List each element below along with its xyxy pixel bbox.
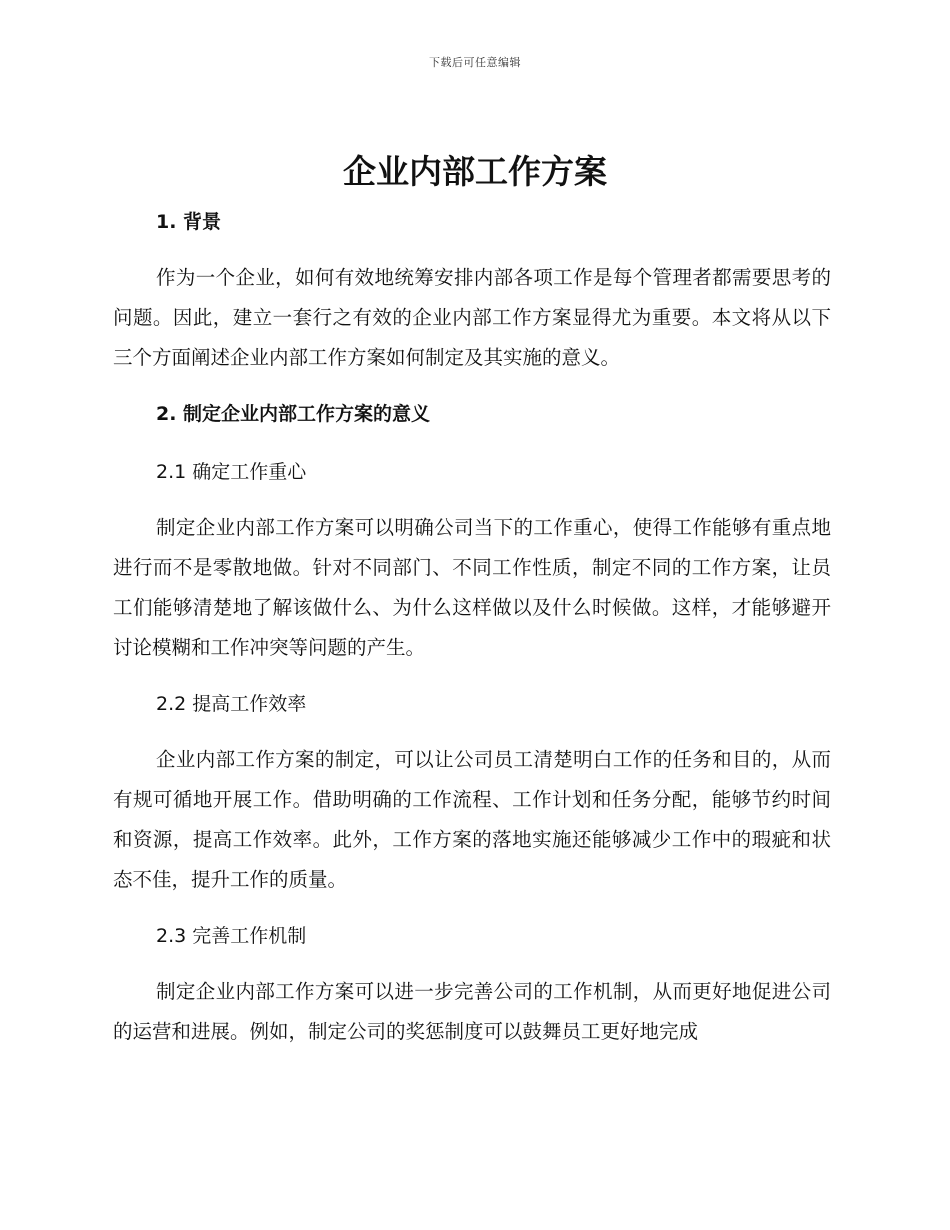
- subsection-heading-focus: 2.1 确定工作重心: [156, 461, 307, 483]
- paragraph-focus: 制定企业内部工作方案可以明确公司当下的工作重心，使得工作能够有重点地进行而不是零散地做。针对不同部门、不同工作性质，制定不同的工作方案，让员工们能够清楚地了解该做什么、为什么这样做以及什么时候做。这样，才能够避开讨论模糊和工作冲突等问题的产生。: [113, 516, 831, 659]
- section-heading-background: 1. 背景: [156, 211, 222, 233]
- subsection-heading-mechanism: 2.3 完善工作机制: [156, 925, 307, 947]
- subsection-heading-efficiency: 2.2 提高工作效率: [156, 693, 307, 715]
- document-title: 企业内部工作方案: [343, 152, 607, 191]
- document-body: [113, 200, 831, 1052]
- paragraph-efficiency: 企业内部工作方案的制定，可以让公司员工清楚明白工作的任务和目的，从而有规可循地开展工作。借助明确的工作流程、工作计划和任务分配，能够节约时间和资源，提高工作效率。此外，工作方案的落地实施还能够减少工作中的瑕疵和状态不佳，提升工作的质量。: [113, 748, 831, 891]
- paragraph-background: 作为一个企业，如何有效地统筹安排内部各项工作是每个管理者都需要思考的问题。因此，建立一套行之有效的企业内部工作方案显得尤为重要。本文将从以下三个方面阐述企业内部工作方案如何制定及其实施的意义。: [113, 266, 831, 369]
- page-header-note: 下载后可任意编辑: [429, 56, 521, 69]
- section-heading-significance: 2. 制定企业内部工作方案的意义: [156, 403, 431, 425]
- paragraph-mechanism: 制定企业内部工作方案可以进一步完善公司的工作机制，从而更好地促进公司的运营和进展。例如，制定公司的奖惩制度可以鼓舞员工更好地完成: [113, 980, 831, 1043]
